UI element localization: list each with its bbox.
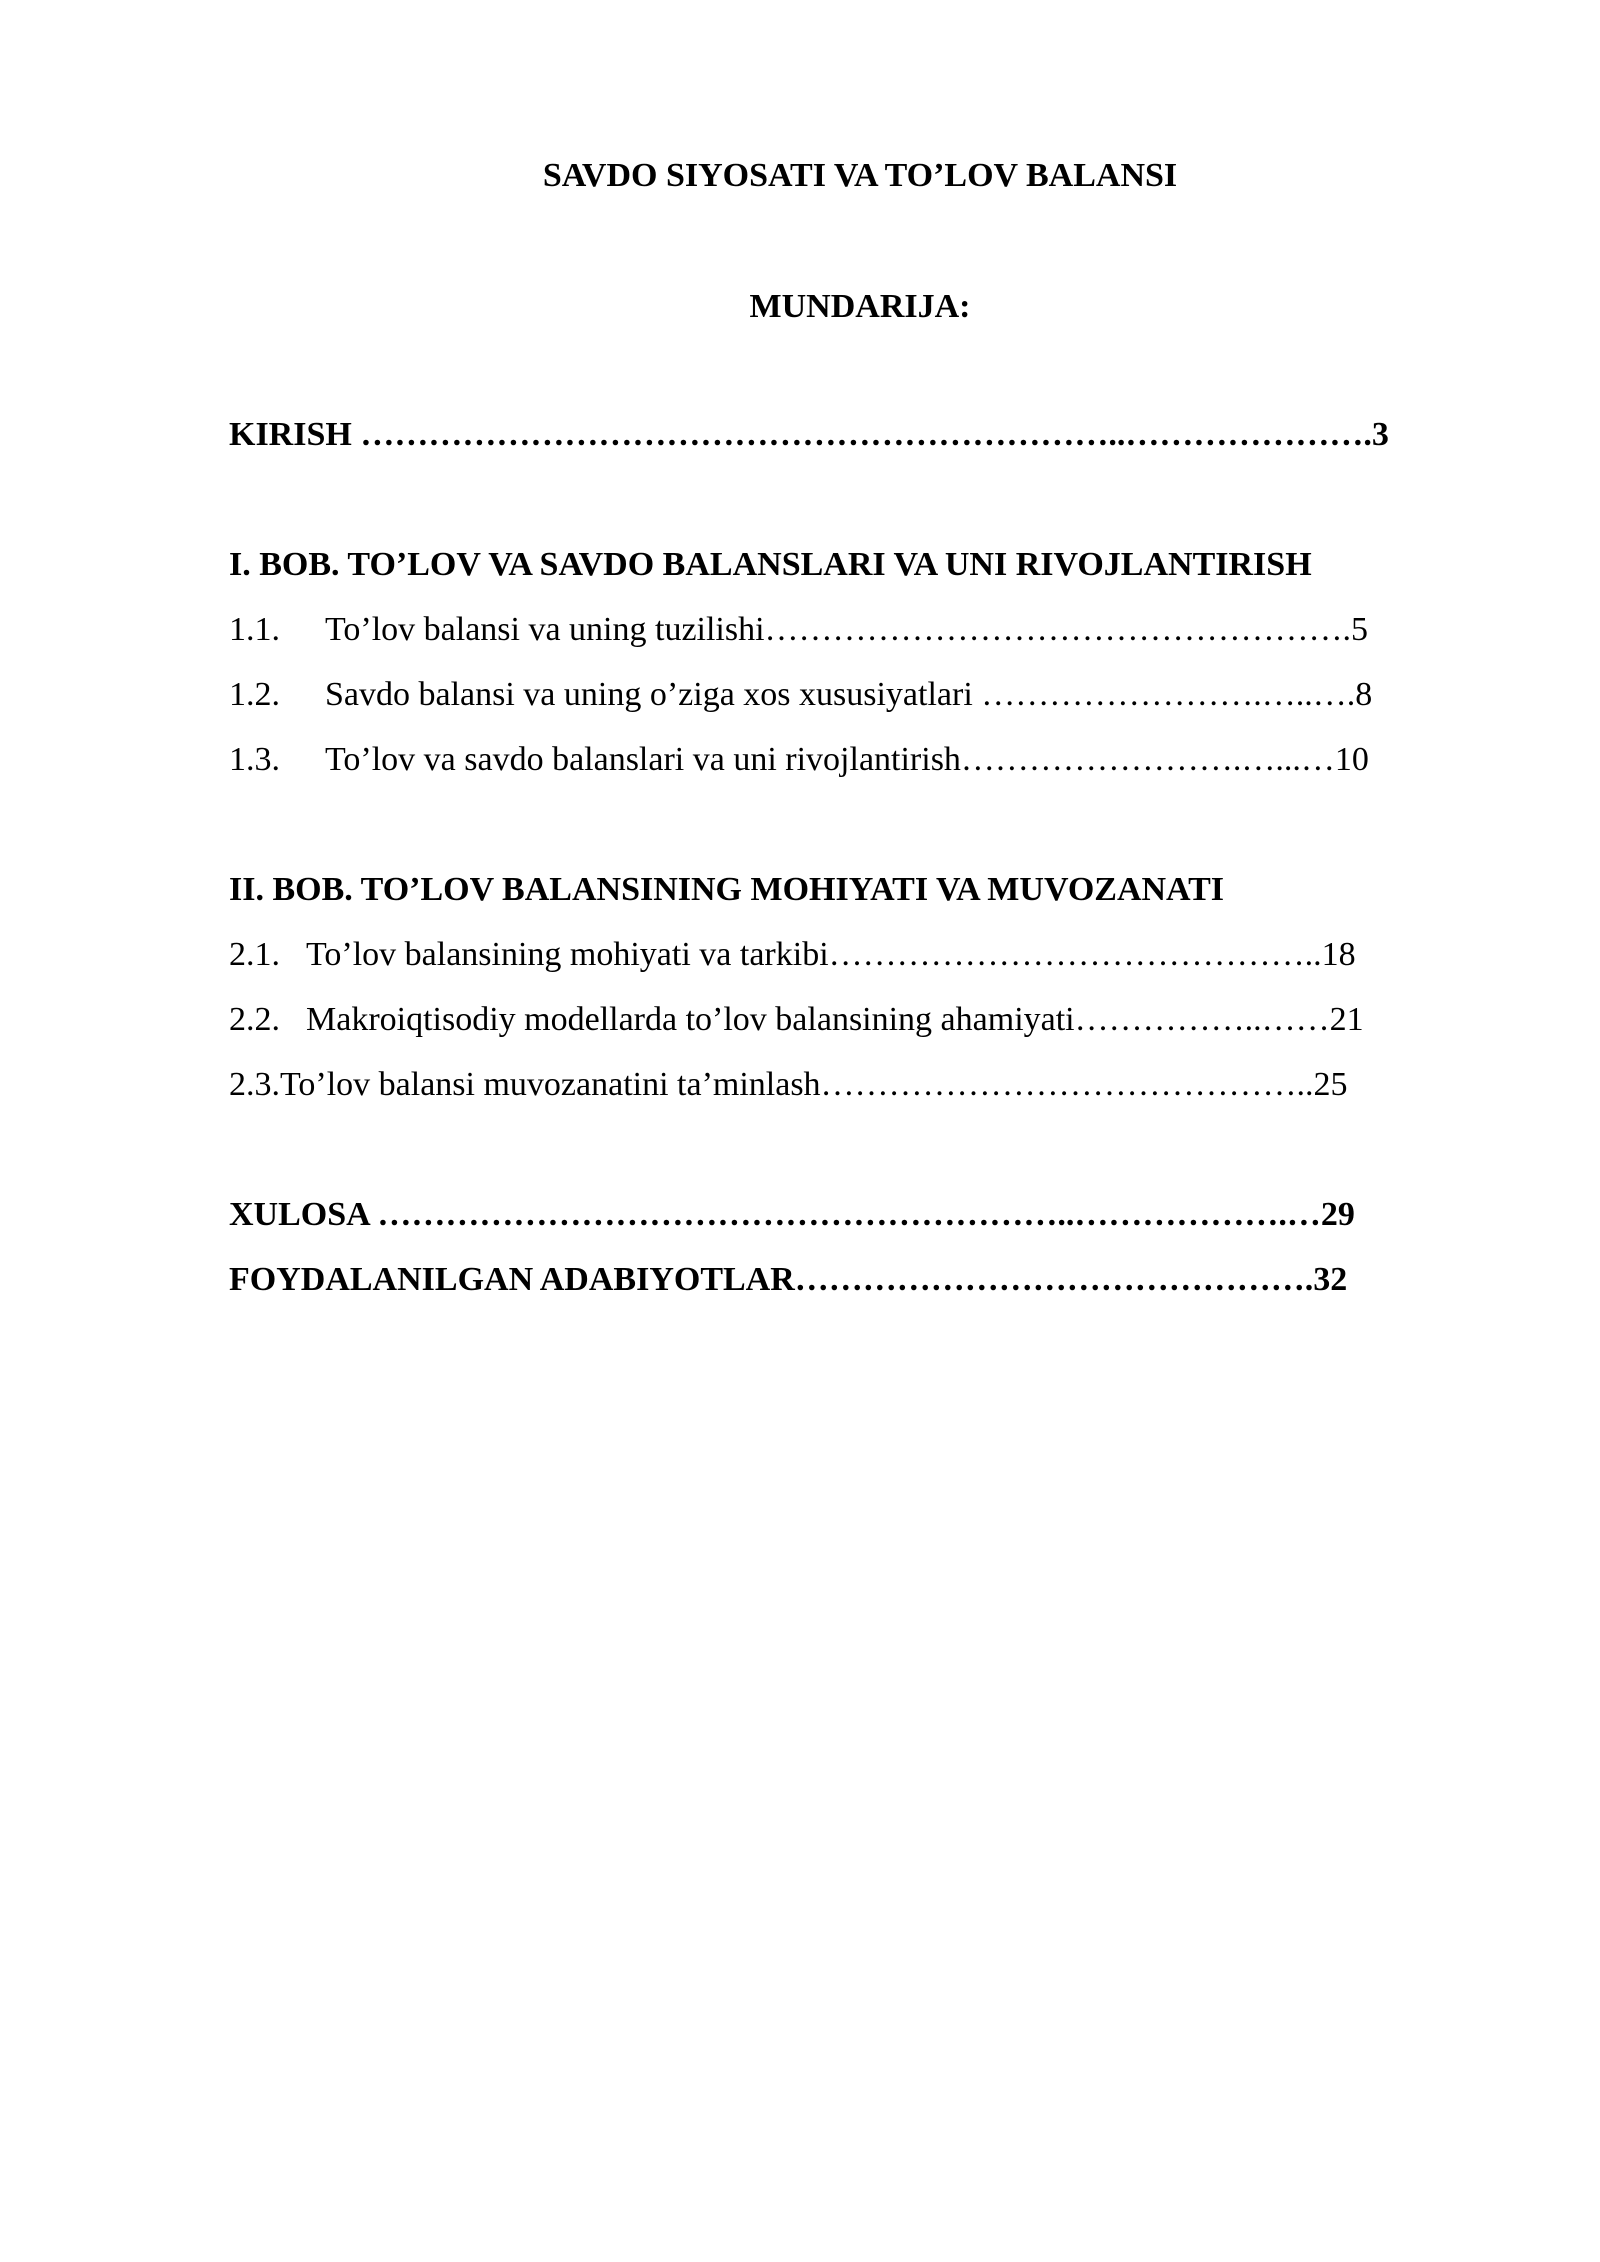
toc-entry-number: 2.1.: [229, 936, 280, 973]
toc-entry-number: 1.1.: [229, 611, 280, 648]
toc-entry-number: 2.3.: [229, 1066, 280, 1103]
toc-entry-text: To’lov balansi muvozanatini ta’minlash……………………………………..25: [280, 1066, 1348, 1103]
toc-entry-1-3: [229, 740, 1369, 780]
toc-entry-number: 1.3.: [229, 741, 280, 778]
toc-entry-text: To’lov balansining mohiyati va tarkibi……………………………………..18: [306, 936, 1356, 973]
toc-entry-text: Savdo balansi va uning o’ziga xos xususiyatlari …………………….…..….8: [325, 676, 1373, 713]
toc-entry-number: 2.2.: [229, 1001, 280, 1038]
document-title: SAVDO SIYOSATI VA TO’LOV BALANSI: [542, 157, 1178, 194]
toc-entry-intro: KIRISH …………………………………………………………..………………….3: [229, 416, 1389, 453]
toc-entry-text: To’lov va savdo balanslari va uni rivojlantirish…………………….…...…10: [325, 741, 1369, 778]
toc-entry-1-2: [229, 675, 1372, 715]
toc-entry-number: 1.2.: [229, 676, 280, 713]
toc-entry-2-2: [229, 1000, 1364, 1040]
toc-entry-references: FOYDALANILGAN ADABIYOTLAR……………………………………….32: [229, 1261, 1348, 1298]
toc-entry-1-1: [229, 610, 1368, 650]
toc-entry-text: To’lov balansi va uning tuzilishi…………………………………………….5: [325, 611, 1369, 648]
toc-entry-2-1: [229, 935, 1356, 975]
toc-heading: MUNDARIJA:: [749, 288, 971, 325]
toc-entry-2-3: [229, 1065, 1348, 1105]
toc-entry-text: Makroiqtisodiy modellarda to’lov balansining ahamiyati……………..……21: [306, 1001, 1364, 1038]
toc-entry-conclusion: XULOSA ……………………………………………………..……………….…29: [229, 1196, 1355, 1233]
chapter-2-heading: II. BOB. TO’LOV BALANSINING MOHIYATI VA MUVOZANATI: [229, 871, 1224, 908]
chapter-1-heading: I. BOB. TO’LOV VA SAVDO BALANSLARI VA UNI RIVOJLANTIRISH: [229, 546, 1312, 583]
